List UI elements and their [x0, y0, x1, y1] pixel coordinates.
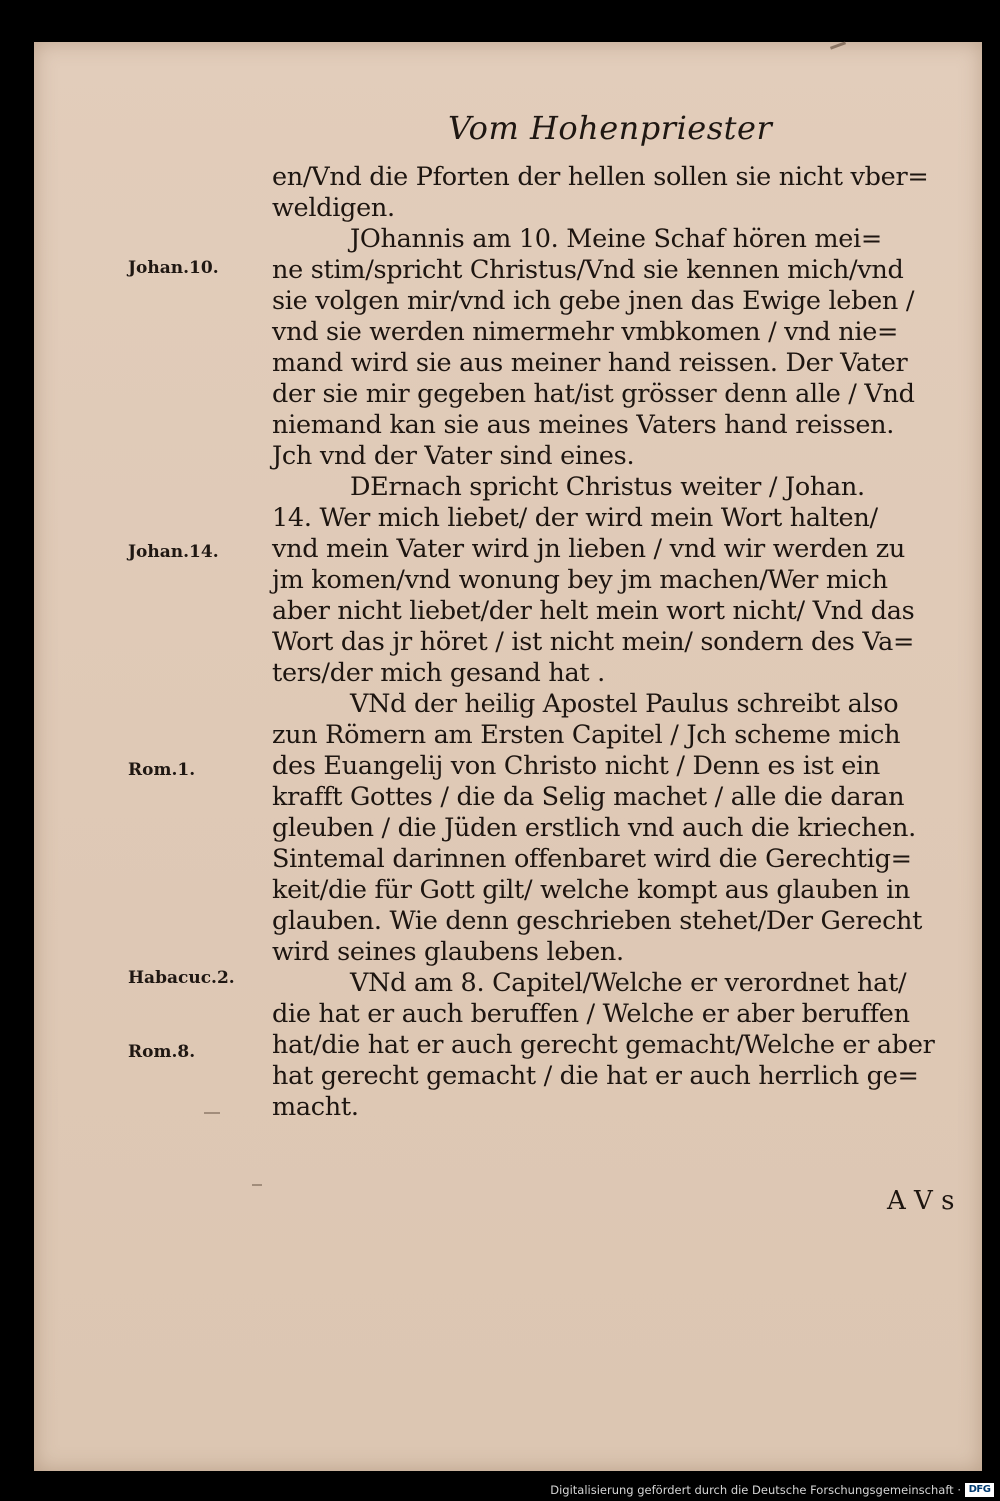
running-head: Vom Hohenpriester: [448, 109, 773, 147]
text-line: jm komen/vnd wonung bey jm machen/Wer mich: [272, 565, 888, 595]
text-line: VNd der heilig Apostel Paulus schreibt also: [350, 689, 899, 719]
dfg-logo-icon: DFG: [965, 1483, 994, 1497]
text-line: hat/die hat er auch gerecht gemacht/Welche er aber: [272, 1030, 935, 1060]
text-line: ters/der mich gesand hat .: [272, 658, 605, 688]
text-line: vnd sie werden nimermehr vmbkomen / vnd nie=: [272, 317, 899, 347]
marginal-note: Rom.1.: [128, 760, 196, 780]
footer-bar: [0, 1480, 1000, 1501]
text-line: Wort das jr höret / ist nicht mein/ sondern des Va=: [272, 627, 915, 657]
text-line: Jch vnd der Vater sind eines.: [272, 441, 635, 471]
text-line: niemand kan sie aus meines Vaters hand reissen.: [272, 410, 895, 440]
text-line: aber nicht liebet/der helt mein wort nicht/ Vnd das: [272, 596, 915, 626]
text-line: zun Römern am Ersten Capitel / Jch scheme mich: [272, 720, 901, 750]
text-line: wird seines glaubens leben.: [272, 937, 624, 967]
text-line: macht.: [272, 1092, 359, 1122]
text-line: die hat er auch beruffen / Welche er aber beruffen: [272, 999, 910, 1029]
marginal-note: Johan.14.: [128, 542, 219, 562]
text-line: Sintemal darinnen offenbaret wird die Gerechtig=: [272, 844, 912, 874]
margin-tick: [252, 1184, 262, 1186]
text-line: 14. Wer mich liebet/ der wird mein Wort halten/: [272, 503, 878, 533]
catchword: A V s: [887, 1186, 955, 1216]
page-corner-mark: [830, 41, 846, 49]
text-line: gleuben / die Jüden erstlich vnd auch die kriechen.: [272, 813, 916, 843]
text-line: en/Vnd die Pforten der hellen sollen sie nicht vber=: [272, 162, 929, 192]
text-line: ne stim/spricht Christus/Vnd sie kennen mich/vnd: [272, 255, 904, 285]
text-line: glauben. Wie denn geschrieben stehet/Der Gerecht: [272, 906, 923, 936]
text-line: JOhannis am 10. Meine Schaf hören mei=: [350, 224, 882, 254]
text-line: weldigen.: [272, 193, 395, 223]
text-line: keit/die für Gott gilt/ welche kompt aus glauben in: [272, 875, 911, 905]
text-line: krafft Gottes / die da Selig machet / alle die daran: [272, 782, 905, 812]
text-line: mand wird sie aus meiner hand reissen. Der Vater: [272, 348, 908, 378]
text-line: hat gerecht gemacht / die hat er auch herrlich ge=: [272, 1061, 919, 1091]
text-line: sie volgen mir/vnd ich gebe jnen das Ewige leben /: [272, 286, 915, 316]
text-line: vnd mein Vater wird jn lieben / vnd wir werden zu: [272, 534, 905, 564]
marginal-note: Habacuc.2.: [128, 968, 235, 988]
document-page: [34, 42, 982, 1471]
footer-credit: Digitalisierung gefördert durch die Deutsche Forschungsgemeinschaft ·: [550, 1483, 961, 1497]
text-line: VNd am 8. Capitel/Welche er verordnet hat/: [350, 968, 907, 998]
text-line: der sie mir gegeben hat/ist grösser denn alle / Vnd: [272, 379, 915, 409]
text-line: des Euangelij von Christo nicht / Denn es ist ein: [272, 751, 881, 781]
text-line: DErnach spricht Christus weiter / Johan.: [350, 472, 865, 502]
marginal-note: Johan.10.: [128, 258, 219, 278]
margin-tick: [204, 1112, 220, 1114]
marginal-note: Rom.8.: [128, 1042, 196, 1062]
